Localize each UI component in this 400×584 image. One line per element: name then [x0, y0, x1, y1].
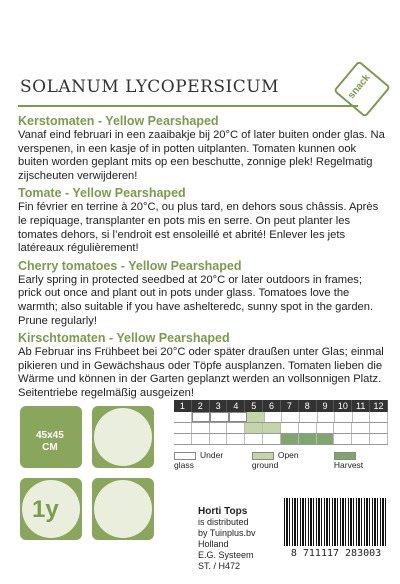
month-label: 5 [245, 400, 263, 412]
distributor-info [198, 506, 256, 572]
calendar-legend [174, 450, 388, 470]
distributor-line: is distributed [198, 517, 249, 527]
snack-badge [333, 60, 391, 118]
tomato-icon [94, 480, 152, 538]
spacing-unit: CM [42, 442, 58, 453]
spacing-value: 45x45 [36, 430, 64, 441]
month-label: 9 [317, 400, 335, 412]
month-label: 6 [263, 400, 281, 412]
legend-under-glass: Under glass [174, 450, 224, 470]
lifecycle-icon [20, 478, 82, 540]
section-title: Tomate - Yellow Pearshaped [18, 186, 186, 201]
month-label: 11 [352, 400, 370, 412]
brand-name: Horti Tops [198, 506, 248, 517]
info-panel [16, 390, 386, 570]
section-title: Kerstomaten - Yellow Pearshaped [18, 114, 219, 128]
section-dutch [18, 114, 388, 183]
section-title: Kirschtomaten - Yellow Pearshaped [18, 331, 230, 346]
calendar-months [174, 400, 388, 412]
title-band [18, 75, 358, 107]
lifecycle-value: 1y [32, 496, 59, 523]
distributor-line: Holland [198, 539, 229, 549]
month-label: 1 [174, 400, 192, 412]
latin-name: SOLANUM LYCOPERSICUM [20, 77, 279, 97]
section-title: Cherry tomatoes - Yellow Pearshaped [18, 258, 242, 273]
calendar-row-planting [174, 423, 388, 434]
barcode [284, 498, 388, 546]
section-text: Vanaf eind februari in een zaaibakje bij 20°C of later buiten onder glas. Na verspenen, in een kasje of in potten uitplanten. Tomaten kunnen ook buiten worden geplant mits op een beschutte, zonnige plek! Regelmatig zijscheuten verwijderen! [18, 129, 385, 182]
snack-badge-text: snack [345, 72, 373, 102]
tomato-cluster-icon [92, 478, 154, 540]
month-label: 3 [210, 400, 228, 412]
section-french [18, 186, 388, 255]
month-label: 12 [370, 400, 388, 412]
month-label: 10 [334, 400, 352, 412]
instructions [18, 114, 388, 404]
barcode-number: 8 711117 283003 [290, 548, 382, 559]
sowing-calendar [174, 400, 388, 470]
spacing-icon [20, 406, 82, 468]
vegetable-bowl-icon [92, 406, 154, 468]
section-text: Ab Februar ins Frühbeet bei 20°C oder später draußen unter Glas; einmal pikieren und in Gewächshaus oder Töpfe ausplanzen. Tomaten lieben die Wärme und können in der Garten geplanzt werden an vollsonnigen Platz. Seitentriebe regelmäßig ausgeizen! [18, 346, 384, 399]
section-text: Early spring in protected seedbed at 20°C or later outdoors in frames; prick out once and plant out in pots under glass. Tomatoes love the warmth; also suitable if you have ashelteredc, sunny spot in the garden. Prune regularly! [18, 273, 374, 327]
month-label: 8 [299, 400, 317, 412]
month-label: 2 [192, 400, 210, 412]
calendar-row-harvest [174, 434, 388, 445]
calendar-row-sowing [174, 412, 388, 423]
section-english [18, 259, 388, 328]
legend-harvest: Harvest [333, 460, 364, 470]
distributor-line: E.G. Systeem [198, 550, 254, 560]
month-label: 7 [281, 400, 299, 412]
legend-open-ground: Open ground [251, 450, 299, 470]
bowl-icon [94, 408, 152, 466]
month-label: 4 [227, 400, 245, 412]
distributor-line: by Tuinplus.bv [198, 528, 256, 538]
distributor-line: ST. / H472 [198, 561, 241, 571]
section-text: Fin février en terrine à 20°C, ou plus tard, en dehors sous châssis. Après le repiquage, transplanter en pots mis en serre. On peut planter les tomates dehors, si l’endroit est ensoleillé et abrité! Enlever les jets latéreaux régulièrement! [18, 201, 379, 255]
